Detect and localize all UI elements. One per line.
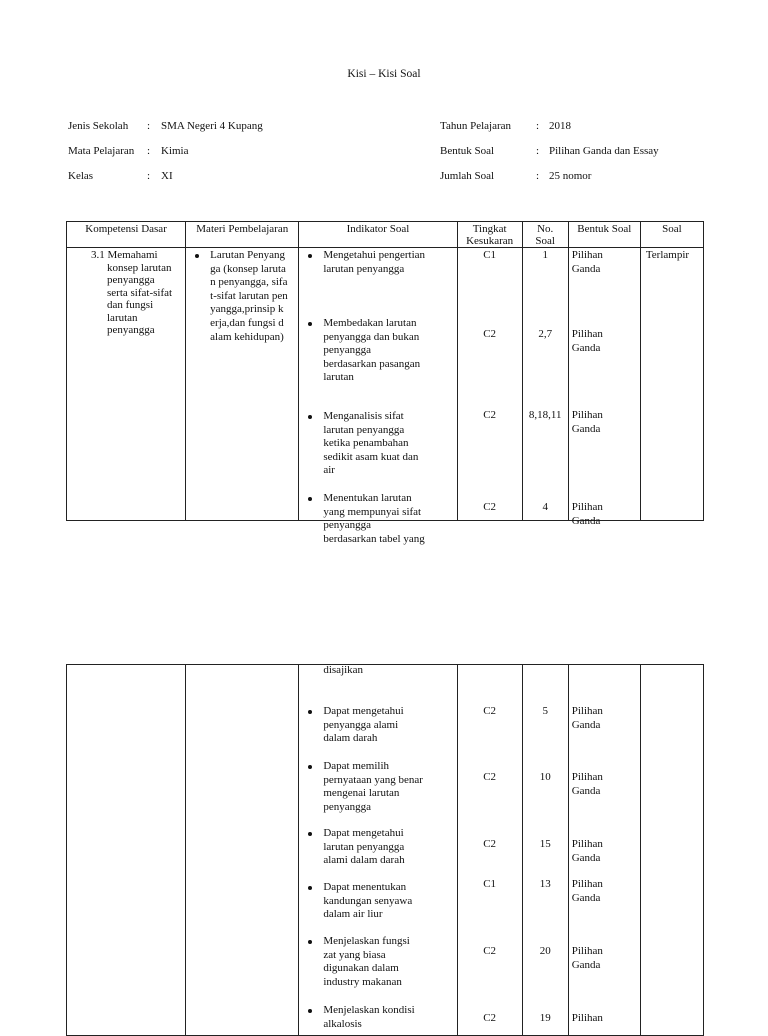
tingkat-value: C2: [483, 409, 497, 421]
indikator-line: penyangga: [323, 519, 371, 532]
kompetensi-dasar-text: 3.1 Memahami konsep larutan penyangga serta sifat-sifat dan fungsi larutan penyangga: [91, 249, 173, 336]
header-no-soal: [522, 222, 568, 248]
indikator-item-10: Menjelaskan kondisi alkalosis: [299, 1004, 449, 1031]
info-value-kelas: XI: [161, 170, 173, 182]
info-colon: :: [147, 120, 151, 132]
tingkat-value: C2: [483, 838, 497, 850]
indikator-item-7: Dapat mengetahui larutan penyangga alami dalam darah: [299, 827, 449, 868]
tingkat-value: C1: [483, 249, 497, 261]
bentuk-value: Pilihan Ganda: [571, 771, 603, 797]
indikator-item-4: [299, 492, 449, 546]
indikator-line: penyangga: [323, 344, 371, 357]
bentuk-value: Pilihan Ganda: [571, 501, 603, 527]
tingkat-value: C2: [483, 501, 497, 513]
indikator-line: Menentukan larutan: [323, 492, 412, 504]
no-soal-value: 15: [539, 838, 551, 850]
soal-note: Terlampir: [645, 249, 690, 261]
no-soal-value: 20: [539, 945, 551, 957]
no-soal-value: 2,7: [538, 328, 553, 340]
indikator-line: Menganalisis sifat: [323, 410, 404, 422]
no-soal-cell: [522, 248, 568, 521]
indikator-item-6: Dapat memilih pernyataan yang benar mengenai larutan penyangga: [299, 760, 449, 814]
info-value-mata-pelajaran: Kimia: [161, 145, 189, 157]
soal-cell-cont: [640, 665, 703, 1036]
header-kompetensi-dasar: Kompetensi Dasar: [67, 222, 186, 248]
header-tingkat-line1: Tingkat: [472, 223, 507, 235]
header-bentuk-soal: Bentuk Soal: [568, 222, 640, 248]
indikator-line: berdasarkan tabel yang: [323, 532, 425, 545]
kompetensi-dasar-cell: [67, 248, 186, 521]
soal-cell: [640, 248, 703, 521]
bentuk-value: Pilihan Ganda: [571, 328, 603, 354]
bentuk-value: Pilihan Ganda: [571, 945, 603, 971]
info-value-jenis-sekolah: SMA Negeri 4 Kupang: [161, 120, 263, 132]
header-indikator-soal: Indikator Soal: [299, 222, 457, 248]
indikator-line: air: [323, 464, 335, 477]
indikator-continued-text: disajikan: [323, 664, 364, 676]
indikator-line: ketika penambahan: [323, 437, 409, 450]
info-label-jenis-sekolah: Jenis Sekolah: [68, 120, 129, 132]
bentuk-value: Pilihan: [571, 1012, 603, 1024]
indikator-cell-cont: [299, 665, 457, 1036]
indikator-item-2: [299, 317, 449, 385]
bentuk-value: Pilihan Ganda: [571, 838, 603, 864]
tingkat-value: C2: [483, 771, 497, 783]
indikator-item-1: [299, 249, 449, 276]
indikator-line: penyangga dan bukan: [323, 330, 420, 343]
no-soal-value: 4: [542, 501, 548, 513]
kisi-table-part-1: [66, 221, 704, 545]
indikator-cell: [299, 248, 457, 545]
info-label-tahun-pelajaran: Tahun Pelajaran: [440, 120, 512, 132]
no-soal-value: 13: [539, 878, 551, 890]
header-no-line2: Soal: [535, 235, 555, 247]
no-soal-value: 10: [539, 771, 551, 783]
header-tingkat-kesukaran: [457, 222, 522, 248]
indikator-item-8: Dapat menentukan kandungan senyawa dalam air liur: [299, 881, 449, 922]
bentuk-soal-cell-cont: [568, 665, 640, 1036]
no-soal-value: 5: [542, 705, 548, 717]
header-materi-pembelajaran: Materi Pembelajaran: [186, 222, 299, 248]
indikator-line: Mengetahui pengertian: [323, 249, 426, 261]
tingkat-value: C2: [483, 328, 497, 340]
kisi-table-part-2: [66, 664, 704, 1036]
indikator-line: yang mempunyai sifat: [323, 505, 422, 518]
bentuk-value: Pilihan Ganda: [571, 878, 603, 904]
info-label-bentuk-soal: Bentuk Soal: [440, 145, 495, 157]
bentuk-value: Pilihan Ganda: [571, 409, 603, 435]
indikator-item-3: [299, 410, 449, 478]
info-colon: :: [147, 170, 151, 182]
info-value-tahun-pelajaran: 2018: [549, 120, 571, 132]
bentuk-soal-cell: [568, 248, 640, 527]
info-value-bentuk-soal: Pilihan Ganda dan Essay: [549, 145, 659, 157]
document-title: Kisi – Kisi Soal: [347, 68, 421, 80]
info-colon: :: [536, 145, 540, 157]
info-value-jumlah-soal: 25 nomor: [549, 170, 592, 182]
tingkat-value: C2: [483, 1012, 497, 1024]
indikator-line: berdasarkan pasangan: [323, 357, 421, 370]
header-tingkat-line2: Kesukaran: [466, 235, 514, 247]
materi-text: Larutan Penyangga (konsep larutan penyangga, sifat-sifat larutan penyangga,prinsip kerja,dan fungsi dalam kehidupan): [186, 249, 298, 344]
materi-cell: [186, 248, 299, 521]
info-label-kelas: Kelas: [68, 170, 94, 182]
bentuk-value: Pilihan Ganda: [571, 705, 603, 731]
info-colon: :: [536, 170, 540, 182]
info-label-jumlah-soal: Jumlah Soal: [440, 170, 495, 182]
no-soal-cell-cont: [522, 665, 568, 1036]
info-colon: :: [147, 145, 151, 157]
indikator-item-5: Dapat mengetahui penyangga alami dalam darah: [299, 705, 449, 746]
indikator-line: larutan penyangga: [323, 262, 405, 275]
bentuk-value: Pilihan Ganda: [571, 249, 603, 275]
tingkat-value: C2: [483, 705, 497, 717]
no-soal-value: 1: [542, 249, 548, 261]
header-no-line1: No.: [537, 223, 554, 235]
header-soal: Soal: [640, 222, 703, 248]
indikator-line: sedikit asam kuat dan: [323, 450, 419, 463]
no-soal-value: 8,18,11: [528, 409, 562, 421]
tingkat-cell-cont: [457, 665, 522, 1036]
tingkat-cell: [457, 248, 522, 521]
kompetensi-dasar-cell-cont: [67, 665, 186, 1036]
no-soal-value: 19: [539, 1012, 551, 1024]
materi-cell-cont: [186, 665, 299, 1036]
info-label-mata-pelajaran: Mata Pelajaran: [68, 145, 135, 157]
indikator-line: larutan: [323, 371, 354, 384]
indikator-line: Membedakan larutan: [323, 317, 417, 329]
tingkat-value: C1: [483, 878, 497, 890]
indikator-item-9: Menjelaskan fungsi zat yang biasa digunakan dalam industry makanan: [299, 935, 449, 989]
tingkat-value: C2: [483, 945, 497, 957]
info-colon: :: [536, 120, 540, 132]
indikator-line: larutan penyangga: [323, 423, 405, 436]
